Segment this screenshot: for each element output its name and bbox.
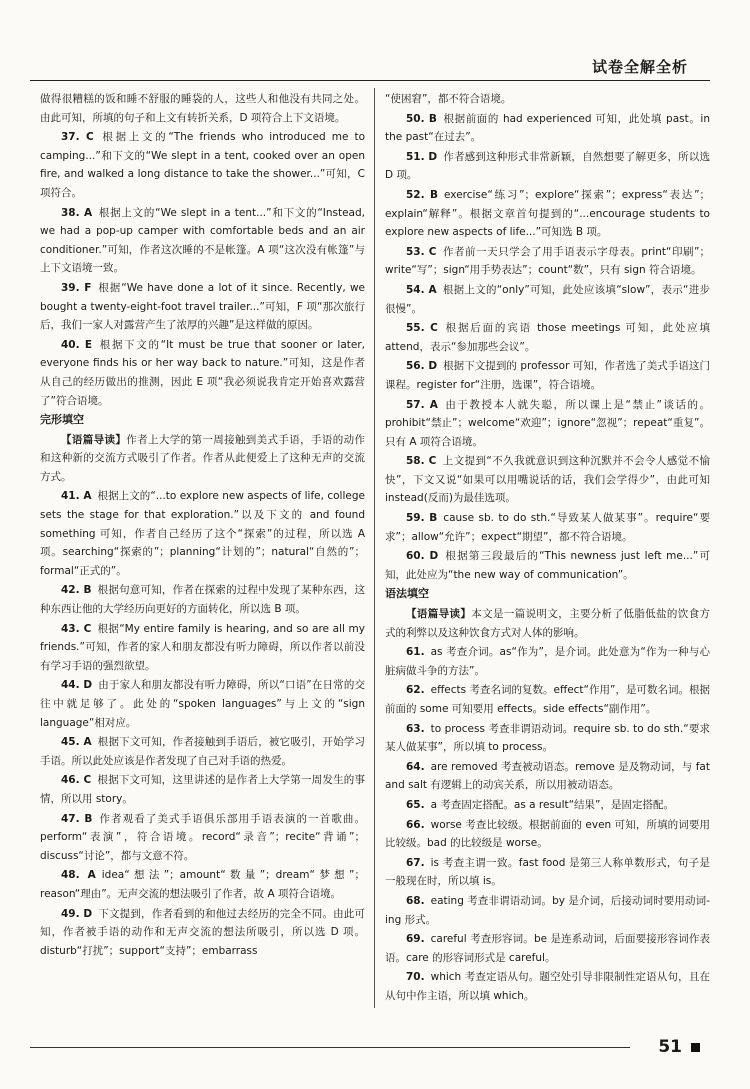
answer-item	[385, 148, 710, 185]
answer-number: 44. D	[61, 679, 93, 692]
answer-item	[385, 968, 710, 1005]
left-column	[40, 90, 365, 961]
answer-number: 50. B	[406, 112, 437, 125]
answer-number: 42. B	[61, 584, 92, 597]
continued-text: “使困窘”，都不符合语境。	[385, 93, 512, 105]
answer-number: 47. B	[61, 812, 93, 825]
answer-explanation: 根据句意可知，作者在探索的过程中发现了某种东西，这种东西让他的大学经历向更好的方面转化，所以选 B 项。	[40, 584, 366, 616]
answer-item	[385, 892, 710, 929]
answer-number: 64.	[406, 760, 425, 773]
column-divider	[374, 88, 375, 1008]
section-heading: 完形填空	[40, 413, 84, 427]
answer-item	[385, 643, 710, 680]
guide-text: 本文是一篇说明文，主要分析了低脂低盐的饮食方式的利弊以及这种饮食方式对人体的影响。	[385, 608, 711, 639]
answer-item	[40, 336, 365, 410]
answer-number: 49. D	[61, 907, 93, 920]
answer-explanation: effects 考查名词的复数。effect“作用”，是可数名词。根据前面的 some 可知要用 effects。side effects“副作用”。	[385, 684, 710, 715]
answer-explanation: 根据“We have done a lot of it since. Recently, we bought a twenty-eight-foot travel trailer...”可知，F 项“那次旅行后，我们一家人对露营产生了浓厚的兴趣”是这样做的原因。	[40, 281, 365, 332]
answer-number: 55. C	[406, 322, 438, 335]
answer-number: 37. C	[61, 131, 94, 144]
answer-item	[385, 243, 710, 280]
answer-number: 67.	[406, 856, 425, 869]
answer-explanation: are removed 考查被动语态。remove 是及物动词，与 fat and salt 有逻辑上的动宾关系，所以用被动语态。	[385, 760, 710, 792]
answer-explanation: 由于家人和朋友都没有听力障碍，所以“口语”在日常的交往中就足够了。此处的“spoken languages”与上文的“sign language”相对应。	[40, 679, 365, 729]
answer-item	[40, 487, 365, 580]
answer-explanation: 根据上文的“only”可知，此处应该填“slow”，表示“进步很慢”。	[385, 283, 710, 315]
answer-item	[385, 452, 710, 508]
answer-explanation: 根据后面的宾语 those meetings 可知，此处应填 attend，表示“参加那些会议”。	[385, 322, 710, 353]
answer-explanation: 根据上文的“The friends who introduced me to camping...”和下文的“We slept in a tent, cooked over an open fire, and walked a long distance to take the shower...”可知，C 项符合。	[40, 131, 365, 199]
header-rule	[30, 80, 710, 81]
answer-item	[385, 681, 710, 718]
answer-number: 68.	[406, 894, 425, 907]
answer-item	[385, 720, 710, 757]
answer-explanation: 根据第三段最后的“This newness just left me...”可知，此处应为“the new way of communication”。	[385, 550, 710, 581]
answer-number: 61.	[406, 646, 425, 659]
guide-text: 作者上大学的第一周接触到美式手语，手语的动作和这种新的交流方式吸引了作者。作者从此便爱上了这种无声的交流方式。	[40, 433, 366, 483]
answer-number: 40. E	[61, 338, 93, 351]
guide-label: 【语篇导读】	[406, 608, 472, 621]
page-end-square-icon	[691, 1043, 700, 1052]
answer-number: 52. B	[406, 188, 439, 201]
answer-explanation: is 考查主谓一致。fast food 是第三人称单数形式，句子是一般现在时，所以填 is。	[385, 856, 710, 888]
answer-explanation: 作者感到这种形式非常新颖，自然想要了解更多，所以选 D 项。	[385, 150, 710, 182]
answer-number: 69.	[406, 933, 425, 946]
answer-item	[385, 186, 710, 242]
answer-number: 57. A	[406, 398, 438, 411]
answer-number: 65.	[406, 798, 425, 811]
answer-item	[40, 905, 365, 961]
answer-number: 46. C	[61, 774, 92, 787]
answer-item	[385, 319, 710, 356]
answer-item	[385, 281, 710, 318]
answer-number: 43. C	[61, 622, 92, 635]
answer-item	[385, 396, 710, 452]
answer-number: 48. A	[61, 869, 96, 882]
footer-rule	[30, 1047, 630, 1048]
answer-number: 39. F	[61, 281, 92, 294]
answer-item	[40, 204, 365, 278]
answer-item	[385, 854, 710, 891]
answer-item	[40, 620, 365, 676]
answer-number: 62.	[406, 684, 425, 697]
answer-explanation: 根据上文的“We slept in a tent...”和下文的“Instead, we had a pop-up camper with comfortable beds and an air conditioner.”可知，作者这次睡的不是帐篷。A 项“这次没有帐篷”与上下文语境一致。	[40, 206, 365, 275]
answer-number: 41. A	[61, 490, 92, 503]
answer-explanation: to process 考查非谓语动词。require sb. to do sth.“要求某人做某事”，所以填 to process。	[385, 722, 710, 754]
answer-explanation: eating 考查非谓语动词。by 是介词，后接动词时要用动词-ing 形式。	[385, 894, 710, 926]
answer-item	[40, 128, 365, 202]
answer-number: 66.	[406, 818, 425, 831]
answer-explanation: as 考查介词。as“作为”，是介词。此处意为“作为一种与心脏病做斗争的方法”。	[385, 646, 710, 677]
answer-explanation: exercise“练习”；explore“探索”；express“表达”；explain“解释”。根据文章首句提到的“...encourage students to explore new aspects of life...”可知选 B 项。	[385, 188, 711, 239]
answer-explanation: worse 考查比较级。根据前面的 even 可知，所填的词要用比较级。bad 的比较级是 worse。	[385, 818, 710, 850]
answer-item	[40, 676, 365, 732]
answer-item	[385, 509, 710, 546]
answer-explanation: 根据下文提到的 professor 可知，作者选了美式手语这门课程。register for“注册，选课”，符合语境。	[385, 360, 710, 391]
answer-number: 38. A	[61, 206, 93, 219]
answer-explanation: 根据上文的“...to explore new aspects of life, college sets the stage for that exploration.”以及下文的 and found something 可知，作者自己经历了这个“探索”的过程，所以选 A 项。searching“探索的”；planning“计划的”；natural“自然的”；formal“正式的”。	[40, 490, 365, 577]
answer-explanation: 根据下文的“It must be true that sooner or later, everyone finds his or her way back to nature.”可知，这是作者从自己的经历做出的推测，因此 E 项“我必须说我肯定开始喜欢露营了”符合语境。	[40, 338, 365, 407]
answer-number: 53. C	[406, 245, 437, 258]
answer-item	[40, 866, 365, 903]
answer-number: 60. D	[406, 550, 439, 563]
answer-item	[385, 816, 710, 853]
answer-item	[40, 279, 365, 335]
answer-explanation: idea“想法”；amount“数量”；dream“梦想”；reason“理由”。无声交流的想法吸引了作者，故 A 项符合语境。	[40, 869, 365, 900]
passage-guide	[385, 605, 710, 642]
answer-explanation: 作者前一天只学会了用手语表示字母表。print“印刷”；write“写”；sign“用手势表达”；count“数”，只有 sign 符合语境。	[385, 245, 710, 277]
section-heading: 语法填空	[385, 587, 429, 601]
answer-number: 54. A	[406, 283, 437, 296]
answer-number: 56. D	[406, 360, 438, 373]
answer-item	[385, 796, 710, 815]
continued-text: 做得很糟糕的饭和睡不舒服的睡袋的人，这些人和他没有共同之处。由此可知，所填的句子和上文有转折关系，D 项符合上下文语境。	[40, 93, 365, 124]
answer-item	[385, 547, 710, 584]
answer-number: 45. A	[61, 736, 92, 749]
answer-explanation: a 考查固定搭配。as a result“结果”，是固定搭配。	[430, 798, 674, 811]
answer-explanation: 根据下文可知，这里讲述的是作者上大学第一周发生的事情，所以用 story。	[40, 774, 366, 805]
page-header-title: 试卷全解全析	[591, 58, 688, 76]
answer-item	[40, 733, 365, 770]
answer-item	[385, 930, 710, 967]
answer-explanation: careful 考查形容词。be 是连系动词，后面要接形容词作表语。care 的形容词形式是 careful。	[385, 933, 710, 964]
answer-explanation: 由于教授本人就失聪，所以课上是“禁止”谈话的。prohibit“禁止”；welcome“欢迎”；ignore“忽视”；repeat“重复”。只有 A 项符合语境。	[385, 398, 710, 448]
answer-explanation: 根据前面的 had experienced 可知，此处填 past。in the past“在过去”。	[385, 112, 710, 144]
answer-item	[40, 810, 365, 866]
answer-item	[385, 110, 710, 147]
right-column	[385, 90, 710, 1007]
answer-explanation: which 考查定语从句。题空处引导非限制性定语从句，且在从句中作主语，所以填 which。	[385, 971, 710, 1002]
answer-number: 51. D	[406, 150, 438, 163]
answer-number: 58. C	[406, 455, 437, 468]
answer-explanation: 作者观看了美式手语俱乐部用手语表演的一首歌曲。perform“表演”，符合语境。record“录音”；recite“背诵”；discuss“讨论”，都与文意不符。	[40, 812, 365, 862]
page-number: 51	[658, 1037, 682, 1057]
answer-item	[385, 758, 710, 795]
answer-item	[40, 581, 365, 618]
answer-explanation: 上文提到“不久我就意识到这种沉默并不会令人感觉不愉快”，下文又说“如果可以用嘴说话的话，我们会学得少”，由此可知 instead(反而)为最佳选项。	[385, 455, 710, 505]
answer-number: 63.	[406, 722, 425, 735]
answer-number: 70.	[406, 971, 425, 984]
answer-explanation: cause sb. to do sth.“导致某人做某事”。require“要求”；allow“允许”；expect“期望”，都不符合语境。	[385, 512, 710, 543]
guide-label: 【语篇导读】	[61, 433, 127, 446]
answer-explanation: 根据“My entire family is hearing, and so are all my friends.”可知，作者的家人和朋友都没有听力障碍，所以作者以前没有学习手语的强烈欲望。	[40, 622, 365, 672]
answer-explanation: 下文提到，作者看到的和他过去经历的完全不同。由此可知，作者被手语的动作和无声交流的想法所吸引，所以选 D 项。disturb“打扰”；support“支持”；embarrass	[40, 907, 365, 957]
passage-guide	[40, 431, 365, 487]
answer-item	[385, 357, 710, 394]
answer-number: 59. B	[406, 512, 438, 525]
answer-explanation: 根据下文可知，作者接触到手语后，被它吸引，开始学习手语。所以此处应该是作者发现了自己对手语的热爱。	[40, 736, 366, 767]
answer-item	[40, 771, 365, 808]
